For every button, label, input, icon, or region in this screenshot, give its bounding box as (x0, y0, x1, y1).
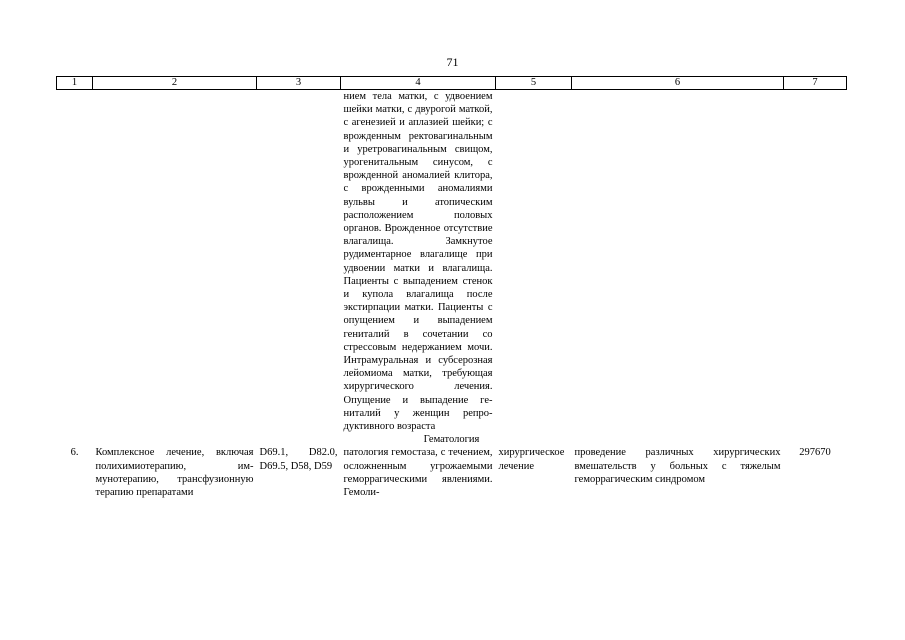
page-number: 71 (446, 55, 459, 69)
section-row (57, 433, 847, 446)
continuation-row (57, 90, 847, 434)
treatment-method: проведение различных хирургических вмешательств у больных с тяжелым геморрагическим синдромом (574, 447, 781, 485)
continuation-patient-model: нием тела матки, с удвоением шейки матки, с двурогой маткой, с агенезией и аплазией шейки; с врожденным ректовагинальным и уретровагинальным свищом, урогенитальным синусом, с врожденной аномалией клитора, с врожденными аномалиями вульвы и атопическим расположением половых органов. Врожденное отсутствие влагалища. Замкнутое рудиментарное влагалище при удвоении матки и влагалища. Пациенты с выпадением стенок и купола влагалища после экстирпации матки. Пациенты с опущением и выпадением гениталий в сочетании со стрессовым недержанием мочи. Интрамуральная и субсерозная лейомиома матки, требующая хирургического лечения. Опущение и выпадение гениталий у женщин репродуктивного возраста (343, 91, 493, 433)
table-row (57, 446, 847, 499)
standard-cost: 297670 (799, 447, 831, 459)
col-header-1: 1 (57, 77, 93, 90)
patient-model: патология гемостаза, с течением, осложненным угрожаемыми геморрагическими явлениями. Гемоли- (343, 447, 493, 499)
procedures-table (56, 76, 847, 499)
col-header-3: 3 (257, 77, 341, 90)
icd-codes: D69.1, D82.0, D69.5, D58, D59 (259, 447, 338, 472)
col-header-7: 7 (784, 77, 847, 90)
section-title: Гематология (423, 434, 480, 446)
col-header-4: 4 (341, 77, 496, 90)
column-number-row (57, 77, 847, 90)
row-number: 6. (70, 447, 79, 459)
col-header-6: 6 (572, 77, 784, 90)
col-header-2: 2 (93, 77, 257, 90)
treatment-name: Комплексное лечение, включая полихимиотерапию, иммунотерапию, трансфузионную терапию препаратами (95, 447, 254, 499)
col-header-5: 5 (496, 77, 572, 90)
treatment-type: хирургическое лечение (498, 447, 565, 472)
